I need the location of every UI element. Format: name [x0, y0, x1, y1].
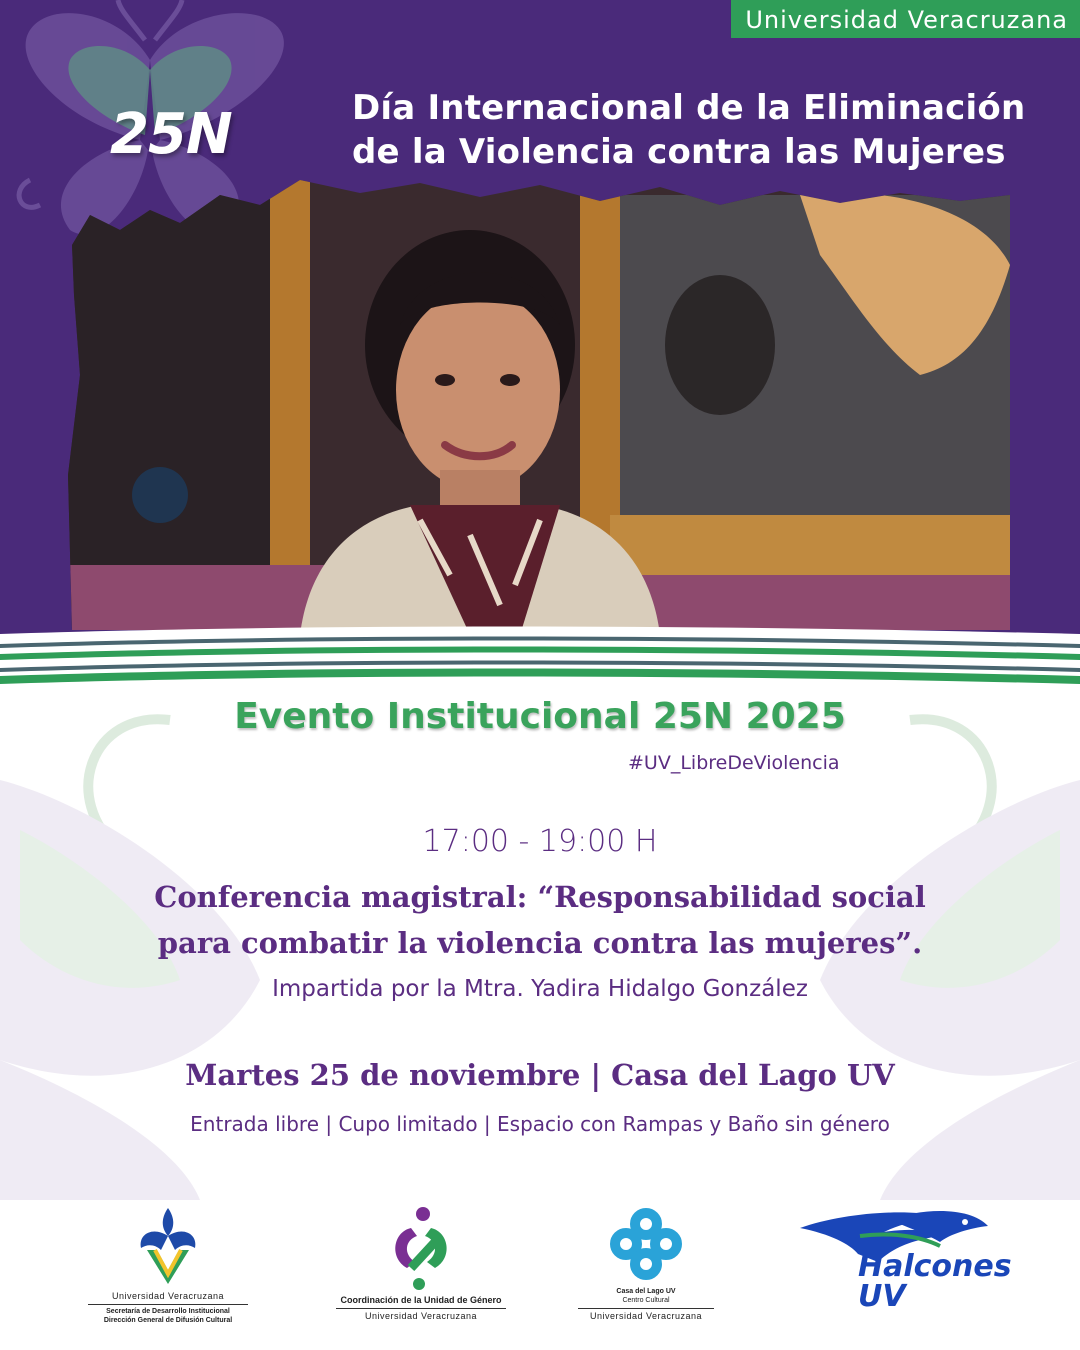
halcones-line-1: Halcones — [858, 1249, 1012, 1284]
cug-logo-title: Coordinación de la Unidad de Género — [340, 1295, 502, 1305]
conference-line-1: Conferencia magistral: “Responsabilidad social — [154, 880, 926, 914]
cdl-logo-sub: Centro Cultural — [622, 1297, 670, 1304]
event-time: 17:00 - 19:00 H — [422, 824, 658, 859]
conference-title — [100, 874, 980, 966]
speaker-credit: Impartida por la Mtra. Yadira Hidalgo González — [272, 976, 808, 1002]
uv-logo — [88, 1206, 248, 1325]
headline-line-2: de la Violencia contra las Mujeres — [352, 132, 1006, 172]
headline-line-1: Día Internacional de la Eliminación — [352, 88, 1026, 128]
uv-crest-icon — [133, 1206, 203, 1286]
hashtag: #UV_LibreDeViolencia — [628, 752, 840, 774]
date-place: Martes 25 de noviembre | Casa del Lago UV — [185, 1058, 895, 1092]
headline — [352, 86, 1052, 174]
uv-logo-sub2: Dirección General de Difusión Cultural — [103, 1317, 233, 1324]
gender-unit-icon — [381, 1206, 461, 1290]
casa-del-lago-logo — [578, 1206, 714, 1321]
halcones-wordmark — [858, 1249, 1012, 1314]
conference-line-2: para combatir la violencia contra las mujeres”. — [157, 926, 923, 960]
tag-25n: 25N — [110, 102, 232, 167]
cdl-logo-title: Casa del Lago UV — [616, 1288, 676, 1295]
cug-logo — [336, 1206, 506, 1321]
cdl-logo-divider — [578, 1308, 714, 1309]
university-badge: Universidad Veracruzana — [731, 0, 1080, 38]
casa-del-lago-icon — [608, 1206, 684, 1282]
event-title: Evento Institucional 25N 2025 — [234, 696, 846, 737]
cug-logo-name: Universidad Veracruzana — [364, 1311, 478, 1321]
cdl-logo-name: Universidad Veracruzana — [589, 1311, 703, 1321]
uv-logo-sub1: Secretaría de Desarrollo Institucional — [106, 1308, 230, 1315]
uv-logo-name: Universidad Veracruzana — [111, 1291, 225, 1301]
header-banner — [0, 0, 1080, 650]
uv-logo-divider — [88, 1304, 248, 1305]
speaker-photo — [0, 175, 1080, 635]
event-details: Entrada libre | Cupo limitado | Espacio con Rampas y Baño sin género — [190, 1112, 890, 1136]
halcones-line-2: UV — [858, 1279, 906, 1314]
cug-logo-divider — [336, 1308, 506, 1309]
halcones-logo — [800, 1206, 1010, 1321]
